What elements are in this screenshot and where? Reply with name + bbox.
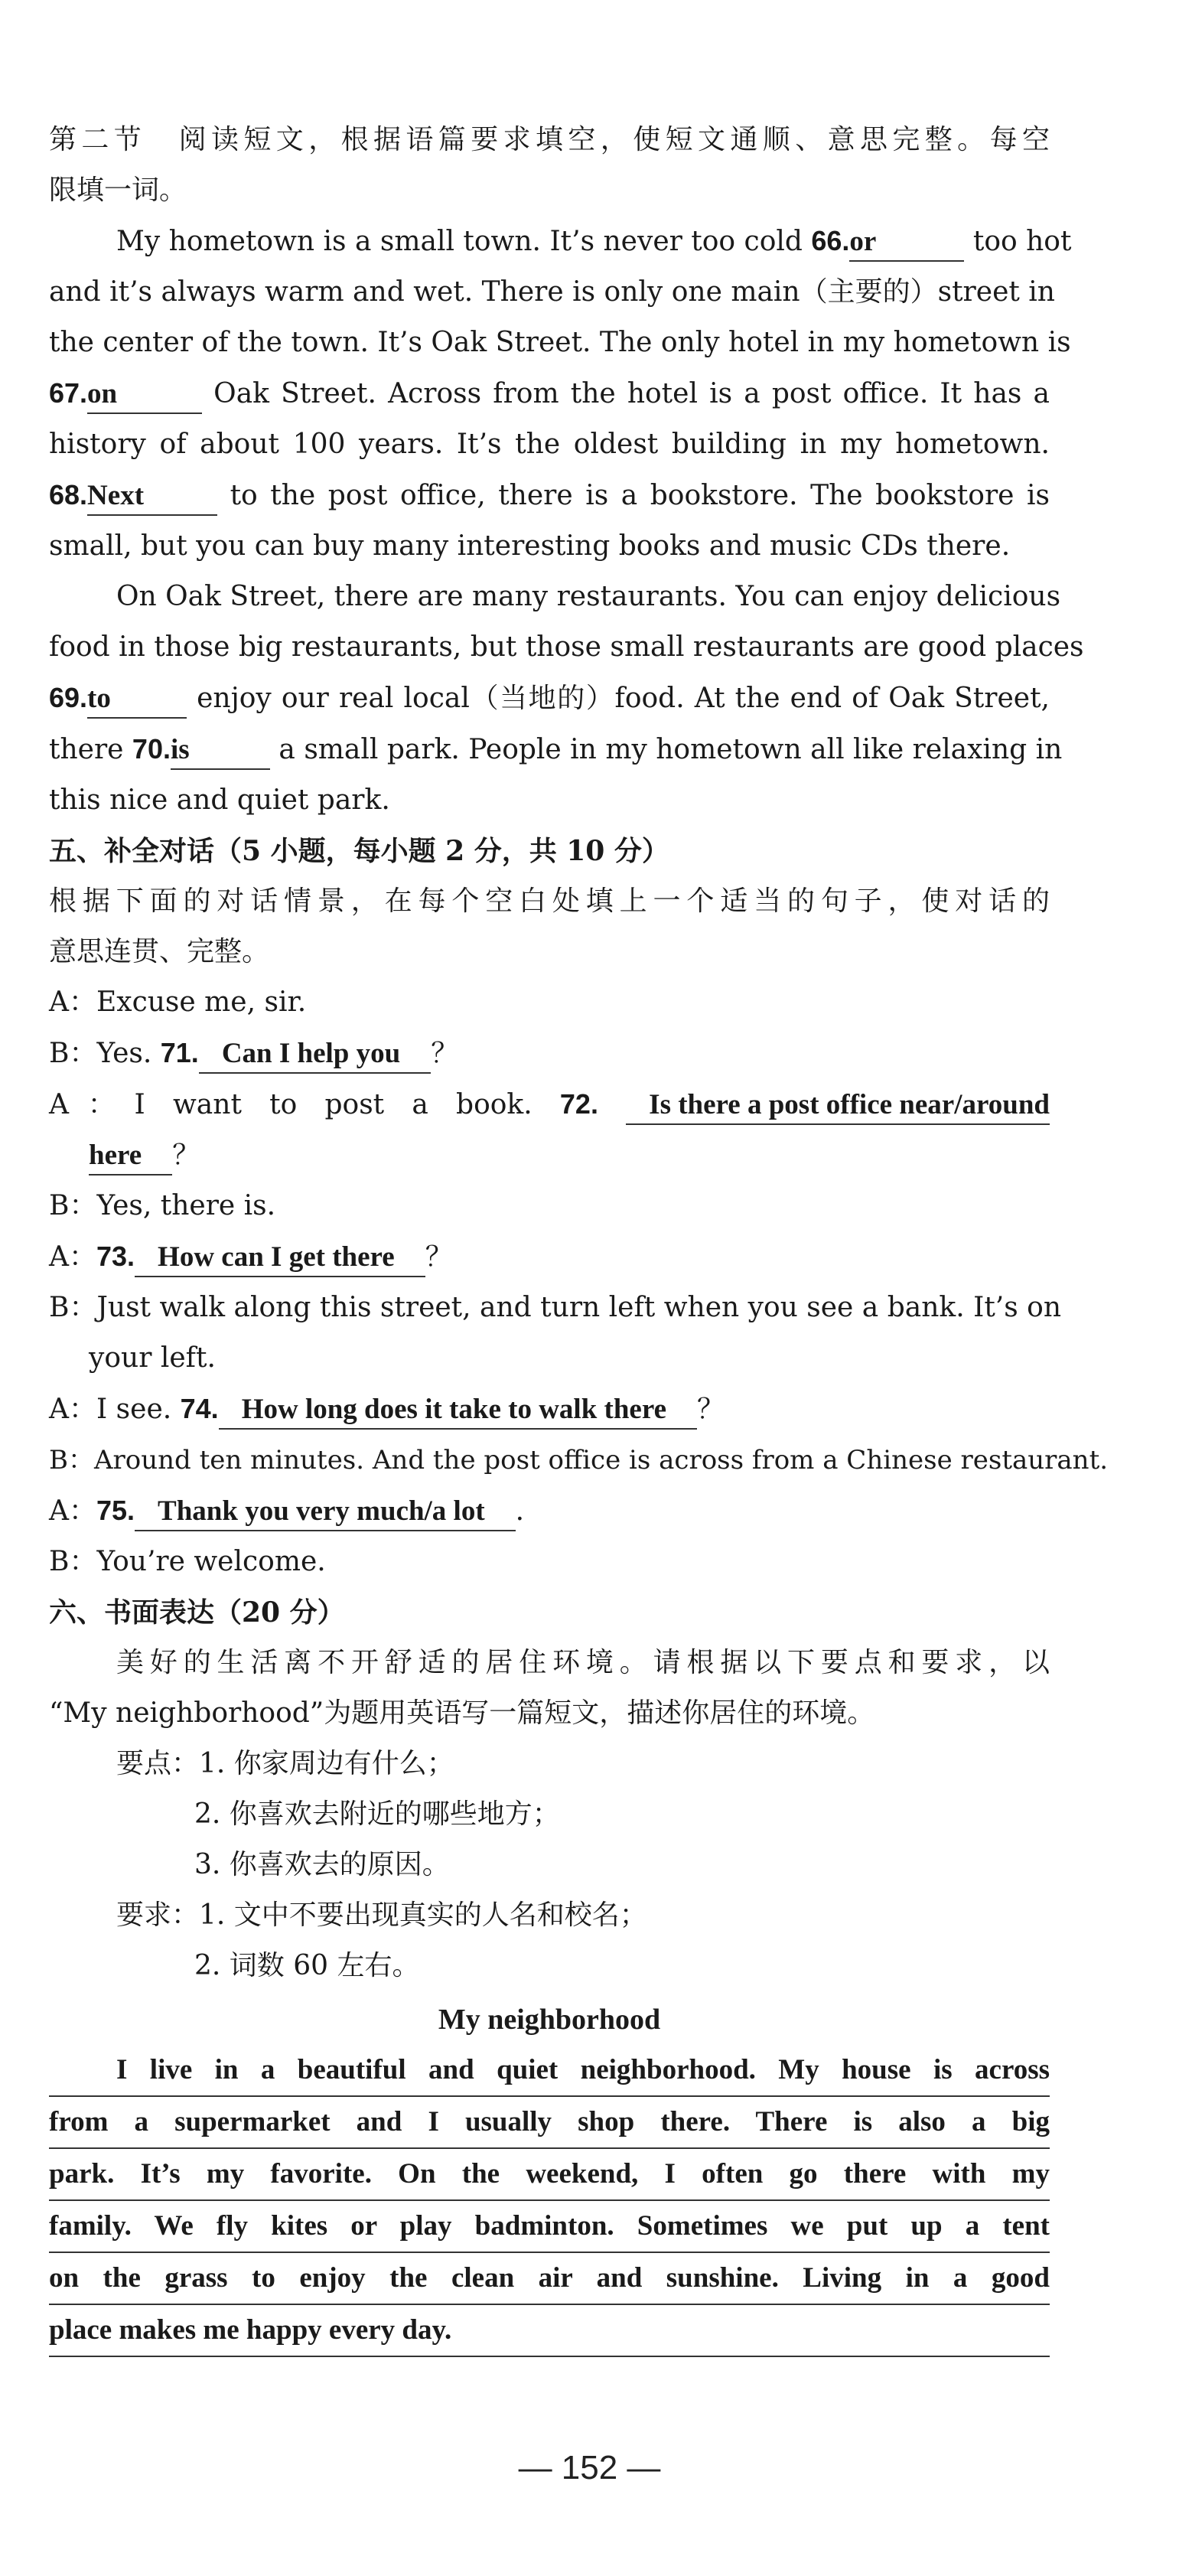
passage-line: history of about 100 years. It’s the oldest building in my hometown. [49, 429, 1050, 460]
dialogue-line: B：Around ten minutes. And the post office is across from a Chinese restaurant. [49, 1445, 1109, 1475]
dialogue-line [49, 1231, 1050, 1283]
passage-line [49, 368, 1050, 419]
question-number-66: 66. [811, 225, 850, 256]
dialogue-line [49, 1079, 1050, 1130]
question-number-70: 70. [132, 733, 171, 765]
section5-title: 五、补全对话（5 小题，每小题 2 分，共 10 分） [49, 835, 669, 867]
essay-title: My neighborhood [438, 2004, 661, 2036]
answer-72-part1: Is there a post office near/around [626, 1087, 1050, 1125]
question-number-68: 68. [49, 479, 88, 510]
answer-blank-67: on [87, 376, 202, 414]
answer-72-part2: here [89, 1137, 172, 1176]
passage-line [49, 470, 1050, 521]
answer-blank-69: to [87, 680, 187, 719]
passage-text: Oak Street. Across from the hotel is a post office. It has a [202, 378, 1050, 409]
essay-line: on the grass to enjoy the clean air and sunshine. Living in a good [49, 2253, 1050, 2305]
points-line [49, 1739, 1050, 1789]
answer-71: Can I help you [199, 1035, 431, 1074]
passage-text: to the post office, there is a bookstore. The bookstore is [217, 480, 1050, 511]
passage-text: a small park. People in my hometown all like relaxing in [269, 734, 1063, 765]
dialogue-text: ？ [172, 1140, 200, 1171]
dialogue-line: your left. [89, 1342, 216, 1374]
point-item: 3. 你喜欢去的原因。 [194, 1849, 450, 1880]
question-number-71: 71. [160, 1037, 199, 1068]
essay-line: I live in a beautiful and quiet neighborhood. My house is across [49, 2045, 1050, 2097]
passage-line [49, 724, 1063, 775]
section2-instruction-line2: 限填一词。 [49, 174, 187, 206]
question-number-75: 75. [96, 1495, 135, 1526]
dialogue-line: B：You’re welcome. [49, 1546, 326, 1577]
essay-line: family. We fly kites or play badminton. Sometimes we put up a tent [49, 2201, 1050, 2253]
passage-text: enjoy our real local（当地的）food. At the end of Oak Street, [187, 683, 1050, 714]
requirements-label: 要求： [116, 1899, 200, 1931]
essay-line: from a supermarket and I usually shop there. There is also a big [49, 2097, 1050, 2149]
passage-text: too hot [964, 226, 1072, 257]
dialogue-line [49, 1485, 1050, 1537]
point-item: 1. 你家周边有什么； [199, 1748, 454, 1779]
answer-blank-68: Next [87, 478, 217, 516]
dialogue-text: A：I see. [49, 1394, 181, 1425]
question-number-67: 67. [49, 377, 88, 409]
passage-text: My hometown is a small town. It’s never too cold [116, 226, 812, 257]
passage-line: the center of the town. It’s Oak Street. The only hotel in my hometown is [49, 327, 1071, 358]
section5-instruction-line1: 根据下面的对话情景，在每个空白处填上一个适当的句子，使对话的 [49, 885, 1050, 917]
worksheet-page [49, 115, 1109, 2357]
dialogue-text: A： [49, 1495, 96, 1527]
dialogue-text: . [515, 1495, 525, 1527]
dialogue-text: ？ [431, 1038, 459, 1069]
answer-73: How can I get there [135, 1239, 425, 1277]
passage-line: this nice and quiet park. [49, 784, 390, 816]
question-number-74: 74. [180, 1393, 219, 1424]
dialogue-line: A：Excuse me, sir. [49, 986, 307, 1018]
passage-line: and it’s always warm and wet. There is only one main（主要的）street in [49, 276, 1055, 308]
dialogue-line [49, 1130, 1050, 1181]
passage-line [49, 216, 1072, 267]
passage-line [49, 673, 1050, 724]
points-label: 要点： [116, 1748, 200, 1779]
answer-blank-70: is [171, 732, 270, 770]
dialogue-text: ？ [425, 1241, 453, 1273]
dialogue-line: B：Yes, there is. [49, 1190, 276, 1221]
answer-74: How long does it take to walk there [219, 1391, 697, 1430]
passage-line: On Oak Street, there are many restaurants. You can enjoy delicious [116, 581, 1061, 612]
requirements-line [49, 1890, 1050, 1941]
passage-line: small, but you can buy many interesting books and music CDs there. [49, 530, 1011, 562]
question-number-73: 73. [96, 1241, 135, 1272]
page-number: — 152 — [518, 2449, 661, 2486]
answer-blank-66: or [849, 223, 964, 262]
requirement-item: 1. 文中不要出现真实的人名和校名； [199, 1899, 647, 1931]
point-item: 2. 你喜欢去附近的哪些地方； [194, 1798, 560, 1830]
section6-title: 六、书面表达（20 分） [49, 1596, 345, 1629]
section5-instruction-line2: 意思连贯、完整。 [49, 936, 270, 967]
question-number-72: 72. [559, 1088, 598, 1120]
section2-instruction-line1: 第二节 阅读短文，根据语篇要求填空，使短文通顺、意思完整。每空 [49, 124, 1050, 155]
section6-intro-line2: “My neighborhood”为题用英语写一篇短文，描述你居住的环境。 [49, 1697, 875, 1729]
dialogue-line [49, 1028, 1050, 1079]
section6-intro-line1: 美好的生活离不开舒适的居住环境。请根据以下要点和要求，以 [116, 1647, 1050, 1678]
dialogue-text: A：I want to post a book. [49, 1089, 560, 1120]
essay-line: place makes me happy every day. [49, 2305, 1050, 2357]
dialogue-text: ？ [697, 1394, 725, 1425]
passage-line: food in those big restaurants, but those small restaurants are good places [49, 631, 1084, 663]
dialogue-text: A： [49, 1241, 96, 1273]
dialogue-line [49, 1384, 1050, 1435]
dialogue-line: B：Just walk along this street, and turn left when you see a bank. It’s on [49, 1292, 1062, 1323]
requirement-item: 2. 词数 60 左右。 [194, 1950, 420, 1981]
question-number-69: 69. [49, 682, 88, 713]
passage-text: there [49, 734, 132, 765]
answer-75: Thank you very much/a lot [135, 1493, 516, 1531]
dialogue-text: B：Yes. [49, 1038, 161, 1069]
essay-line: park. It’s my favorite. On the weekend, I often go there with my [49, 2149, 1050, 2201]
